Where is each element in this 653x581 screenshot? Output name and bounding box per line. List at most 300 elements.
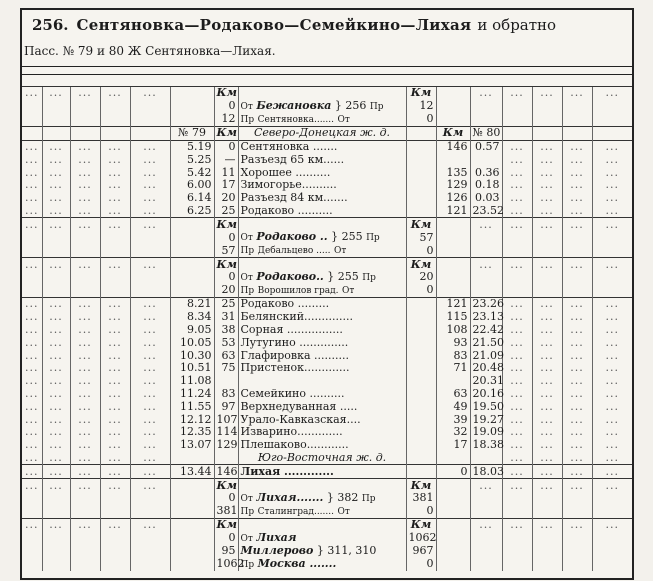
km-value: 1062	[216, 557, 245, 571]
station-cell	[238, 362, 406, 375]
time-79: 11.55	[170, 400, 214, 413]
time-80: 19.50	[470, 400, 502, 413]
blank-cell	[562, 558, 592, 571]
blank-cell	[42, 558, 70, 571]
dots-cell: ...	[592, 375, 632, 388]
blank-cell	[562, 532, 592, 545]
dots-cell: ...	[502, 297, 532, 310]
time-80: 20.16	[470, 388, 502, 401]
dots-cell: ...	[532, 324, 562, 337]
km-cell: 31	[214, 311, 238, 324]
km-cell: 108	[436, 324, 470, 337]
dots-cell: ...	[562, 362, 592, 375]
dots-cell: ...	[100, 192, 130, 205]
blank-cell	[562, 545, 592, 558]
blank-cell	[22, 558, 42, 571]
dots-cell: ...	[100, 479, 130, 492]
km-cell: 93	[436, 336, 470, 349]
dots-cell: ...	[562, 166, 592, 179]
blank-cell	[100, 558, 130, 571]
dots-cell: ...	[470, 258, 502, 271]
blank-cell	[170, 532, 214, 545]
dots-cell: ...	[130, 439, 170, 452]
blank-cell	[100, 284, 130, 298]
station-cell	[238, 336, 406, 349]
dots-cell: ...	[592, 336, 632, 349]
from-mark: От	[342, 285, 355, 296]
dots-cell: ...	[130, 362, 170, 375]
dots-cell: ...	[592, 400, 632, 413]
blank-cell	[170, 113, 214, 127]
blank-cell	[42, 284, 70, 298]
dots-cell: ...	[532, 362, 562, 375]
km-cell	[214, 231, 238, 244]
km-cell	[214, 545, 238, 558]
blank-cell	[470, 113, 502, 127]
dots-cell: ...	[25, 203, 39, 217]
blank-cell	[170, 231, 214, 244]
km-cell	[214, 557, 245, 571]
section-cell	[238, 452, 406, 465]
station-cell	[238, 179, 406, 192]
dots-cell: ...	[70, 166, 100, 179]
dots-cell: ...	[532, 192, 562, 205]
dots-cell: ...	[42, 258, 70, 271]
dots-cell: ...	[562, 297, 592, 310]
dots-cell: ...	[470, 518, 502, 531]
km-label: Км	[410, 257, 432, 271]
table-row	[22, 518, 632, 531]
dots-cell: ...	[42, 362, 70, 375]
blank-cell	[42, 113, 70, 127]
blank-cell	[70, 532, 100, 545]
blank-cell	[130, 505, 170, 519]
dots-cell: ...	[562, 205, 592, 218]
km-value: 0	[426, 243, 434, 257]
station-name: Лихая .............	[240, 464, 334, 478]
dots-cell: ...	[100, 518, 130, 531]
table-row	[22, 479, 632, 492]
km-cell: 75	[214, 362, 238, 375]
dots-cell: ...	[532, 166, 562, 179]
train-subtitle: Пасс. № 79 и 80 Ж Сентяновка—Лихая.	[24, 44, 276, 58]
station-cell	[238, 192, 406, 205]
dots-cell: ...	[130, 311, 170, 324]
blank-cell	[238, 218, 406, 231]
dots-cell: ...	[532, 153, 562, 166]
km-cell	[214, 492, 238, 505]
blank-cell	[100, 126, 130, 140]
dots-cell: ...	[562, 179, 592, 192]
table-ref: 310	[355, 544, 377, 558]
km-cell	[436, 153, 470, 166]
km-cell: 17	[214, 179, 238, 192]
km-label: Км	[216, 518, 237, 532]
km-value: 57	[419, 230, 434, 244]
dots-cell: ...	[70, 192, 100, 205]
time-80: 20.48	[470, 362, 502, 375]
station-cell	[238, 388, 406, 401]
table-row	[22, 362, 632, 375]
blank-cell	[562, 100, 592, 113]
table-ref: 255	[337, 269, 359, 283]
dots-cell: ...	[532, 452, 562, 465]
dots-cell: ...	[70, 400, 100, 413]
km-value: 0	[426, 112, 434, 126]
km-cell: 146	[436, 140, 470, 153]
time-80: 0.03	[470, 192, 502, 205]
from-mark: От	[240, 493, 253, 504]
station-cell	[238, 153, 406, 166]
blank-cell	[42, 545, 70, 558]
blank-cell	[170, 492, 214, 505]
km-cell	[436, 375, 470, 388]
station-name: Сентяновка .......	[240, 139, 338, 153]
dots-cell: ...	[130, 324, 170, 337]
dots-cell: ...	[22, 140, 42, 153]
dots-cell: ...	[562, 140, 592, 153]
km-cell: —	[214, 153, 238, 166]
km-cell: 71	[436, 362, 470, 375]
blank-cell	[100, 532, 130, 545]
table-row	[22, 413, 632, 426]
blank-cell	[170, 558, 214, 571]
dots-cell: ...	[532, 349, 562, 362]
from-mark: От	[240, 233, 253, 244]
dots-cell: ...	[70, 452, 100, 465]
dots-cell: ...	[562, 192, 592, 205]
table-row	[22, 532, 632, 545]
dots-cell: ...	[592, 166, 632, 179]
cell	[170, 218, 214, 231]
dots-cell: ...	[562, 153, 592, 166]
km-cell	[406, 231, 436, 244]
blank-cell	[436, 545, 470, 558]
dots-cell: ...	[42, 439, 70, 452]
to-mark: Пр	[366, 233, 380, 244]
from-mark: От	[337, 114, 350, 125]
dots-cell: ...	[470, 87, 502, 100]
station-name: Урало-Кавказская....	[240, 412, 361, 426]
timetable-page	[20, 8, 634, 580]
arrow-cell	[406, 388, 436, 401]
dots-cell: ...	[502, 87, 532, 100]
table-row	[22, 284, 632, 298]
arrow-cell	[406, 375, 436, 388]
blank-cell	[502, 231, 532, 244]
cell	[170, 479, 214, 492]
km-header	[406, 258, 436, 271]
km-value: 0	[426, 557, 434, 571]
table-row	[22, 558, 632, 571]
arrow-cell	[406, 297, 436, 310]
dots-cell: ...	[130, 297, 170, 310]
km-cell	[214, 271, 238, 284]
blank-cell	[502, 113, 532, 127]
station-name: Изварино.............	[240, 425, 343, 439]
blank-cell	[436, 244, 470, 258]
dots-cell: ...	[22, 465, 42, 479]
dots-cell: ...	[42, 400, 70, 413]
km-value: 20	[221, 283, 236, 297]
dots-cell: ...	[502, 192, 532, 205]
connection-cell	[238, 231, 406, 244]
time-79: 13.44	[170, 465, 214, 479]
km-value: 381	[412, 491, 434, 505]
dots-cell: ...	[100, 336, 130, 349]
blank-cell	[502, 244, 532, 258]
dots-cell: ...	[592, 297, 632, 310]
dots-cell: ...	[42, 205, 70, 218]
blank-cell	[470, 231, 502, 244]
blank-cell	[532, 558, 562, 571]
section-name: Северо-Донецкая ж. д.	[253, 126, 391, 140]
table-row	[22, 218, 632, 231]
time-80: 0.18	[470, 179, 502, 192]
dots-cell: ...	[42, 87, 70, 100]
blank-cell	[436, 505, 470, 519]
dots-cell: ...	[502, 479, 532, 492]
blank-cell	[130, 545, 170, 558]
dots-cell: ...	[562, 375, 592, 388]
dots-cell: ...	[70, 349, 100, 362]
blank-cell	[130, 231, 170, 244]
blank-cell	[502, 558, 532, 571]
station-cell	[238, 465, 406, 479]
km-header	[214, 258, 238, 271]
dots-cell: ...	[592, 153, 632, 166]
dots-cell: ...	[502, 140, 532, 153]
dots-cell: ...	[592, 465, 632, 479]
table-title	[32, 16, 627, 38]
km-label: Км	[216, 126, 237, 140]
blank-cell	[170, 284, 214, 298]
blank-cell	[22, 244, 42, 258]
dots-cell: ...	[130, 518, 170, 531]
dots-cell: ...	[532, 218, 562, 231]
time-79: 10.30	[170, 349, 214, 362]
cell	[170, 258, 214, 271]
blank-cell	[42, 100, 70, 113]
dots-cell: ...	[130, 452, 170, 465]
dots-cell: ...	[130, 479, 170, 492]
brace-icon: }	[316, 544, 324, 558]
dots-cell: ...	[42, 465, 70, 479]
time-79: 13.07	[170, 439, 214, 452]
dots-cell: ...	[502, 439, 532, 452]
blank-cell	[170, 244, 214, 258]
section-cell	[238, 126, 406, 140]
table-ref: 382	[337, 490, 359, 504]
to-mark: Пр	[240, 506, 255, 517]
blank-cell	[70, 244, 100, 258]
arrow-cell	[406, 166, 436, 179]
dots-cell: ...	[562, 388, 592, 401]
dots-cell: ...	[100, 258, 130, 271]
blank-cell	[592, 545, 632, 558]
table-row	[22, 297, 632, 310]
dots-cell: ...	[562, 413, 592, 426]
dots-cell: ...	[70, 205, 100, 218]
dots-cell: ...	[532, 426, 562, 439]
dots-cell: ...	[22, 258, 42, 271]
blank-cell	[592, 532, 632, 545]
km-cell: 146	[214, 465, 238, 479]
blank-cell	[532, 231, 562, 244]
dots-cell: ...	[130, 153, 170, 166]
blank-cell	[42, 244, 70, 258]
station-name: Плешаково............	[240, 438, 349, 452]
dots-cell: ...	[532, 518, 562, 531]
blank-cell	[130, 100, 170, 113]
time-80: 23.13	[470, 311, 502, 324]
arrow-cell	[406, 439, 436, 452]
dots-cell: ...	[25, 386, 39, 400]
dots-cell: ...	[100, 465, 130, 479]
station-name: Лутугино ..............	[240, 335, 349, 349]
connection-cell	[238, 532, 406, 545]
km-header	[406, 518, 436, 531]
station-name: Лихая.......	[256, 490, 324, 504]
route-name: Сентяновка—Родаково—Семейкино—Лихая	[76, 16, 472, 34]
table-row	[22, 439, 632, 452]
table-row	[22, 166, 632, 179]
dots-cell: ...	[532, 205, 562, 218]
dots-cell: ...	[470, 218, 502, 231]
blank-cell	[22, 505, 42, 519]
time-79: 8.21	[170, 297, 214, 310]
station-name: Родаково .........	[240, 297, 330, 311]
blank-cell	[562, 492, 592, 505]
dots-cell: ...	[100, 179, 130, 192]
to-mark: Пр	[240, 114, 255, 125]
header-rule-thin	[22, 74, 632, 75]
time-80: 23.52	[470, 205, 502, 218]
blank-cell	[562, 126, 592, 140]
km-header	[406, 479, 436, 492]
arrow-cell	[406, 426, 436, 439]
connection-cell	[238, 271, 406, 284]
dots-cell: ...	[502, 388, 532, 401]
blank-cell	[436, 231, 470, 244]
blank-cell	[532, 271, 562, 284]
km-cell: 129	[436, 179, 470, 192]
arrow-cell	[406, 413, 436, 426]
km-cell: 126	[436, 192, 470, 205]
dots-cell: ...	[532, 375, 562, 388]
time-79: 12.35	[170, 426, 214, 439]
blank-cell	[406, 452, 436, 465]
dots-cell: ...	[130, 426, 170, 439]
dots-cell: ...	[562, 336, 592, 349]
km-cell	[406, 284, 436, 298]
station-name: Хорошее ..........	[240, 165, 331, 179]
dots-cell: ...	[562, 439, 592, 452]
blank-cell	[470, 100, 502, 113]
km-cell	[406, 492, 436, 505]
dots-cell: ...	[130, 375, 170, 388]
dots-cell: ...	[25, 425, 39, 439]
dots-cell: ...	[592, 179, 632, 192]
dots-cell: ...	[100, 87, 130, 100]
blank-cell	[100, 231, 130, 244]
km-cell	[214, 505, 238, 519]
km-cell: 63	[436, 388, 470, 401]
dots-cell: ...	[42, 518, 70, 531]
arrow-cell	[406, 349, 436, 362]
dots-cell: ...	[532, 400, 562, 413]
blank-cell	[470, 271, 502, 284]
blank-cell	[170, 545, 214, 558]
km-value: 12	[419, 99, 434, 113]
blank-cell	[22, 532, 42, 545]
dots-cell: ...	[592, 87, 632, 100]
time-79: 12.12	[170, 413, 214, 426]
blank-cell	[70, 100, 100, 113]
km-value: 12	[221, 112, 236, 126]
dots-cell: ...	[562, 479, 592, 492]
dots-cell: ...	[562, 465, 592, 479]
dots-cell: ...	[42, 413, 70, 426]
station-cell	[238, 297, 406, 310]
time-80	[470, 153, 502, 166]
dots-cell: ...	[42, 179, 70, 192]
blank-cell	[100, 505, 130, 519]
train-80-header: № 80	[470, 126, 502, 140]
dots-cell: ...	[42, 166, 70, 179]
blank-cell	[502, 492, 532, 505]
dots-cell: ...	[562, 218, 592, 231]
dots-cell: ...	[502, 218, 532, 231]
table-row	[22, 87, 632, 100]
brace-icon: }	[331, 230, 339, 244]
station-name: Семейкино ..........	[240, 386, 345, 400]
dots-cell: ...	[70, 518, 100, 531]
km-cell: 97	[214, 400, 238, 413]
km-value: 0	[426, 283, 434, 297]
time-79: 10.51	[170, 362, 214, 375]
connection-cell	[238, 100, 406, 113]
km-cell	[214, 113, 238, 127]
dots-cell: ...	[130, 179, 170, 192]
dots-cell: ...	[25, 399, 39, 413]
time-80: 23.26	[470, 297, 502, 310]
dots-cell: ...	[130, 166, 170, 179]
dots-cell: ...	[592, 518, 632, 531]
dots-cell: ...	[22, 518, 42, 531]
dots-cell: ...	[130, 349, 170, 362]
km-value: 0	[228, 491, 236, 505]
blank-cell	[70, 231, 100, 244]
blank-cell	[470, 532, 502, 545]
km-label: Км	[216, 86, 237, 100]
brace-icon: }	[327, 269, 335, 283]
km-header	[214, 87, 238, 100]
blank-cell	[532, 244, 562, 258]
blank-cell	[42, 492, 70, 505]
dots-cell: ...	[70, 336, 100, 349]
km-value: 0	[228, 99, 236, 113]
dots-cell: ...	[70, 465, 100, 479]
km-header	[406, 218, 436, 231]
blank-cell	[532, 492, 562, 505]
blank-cell	[592, 126, 632, 140]
blank-cell	[592, 271, 632, 284]
dots-cell: ...	[70, 140, 100, 153]
blank-cell	[532, 113, 562, 127]
blank-cell	[22, 231, 42, 244]
blank-cell	[70, 492, 100, 505]
